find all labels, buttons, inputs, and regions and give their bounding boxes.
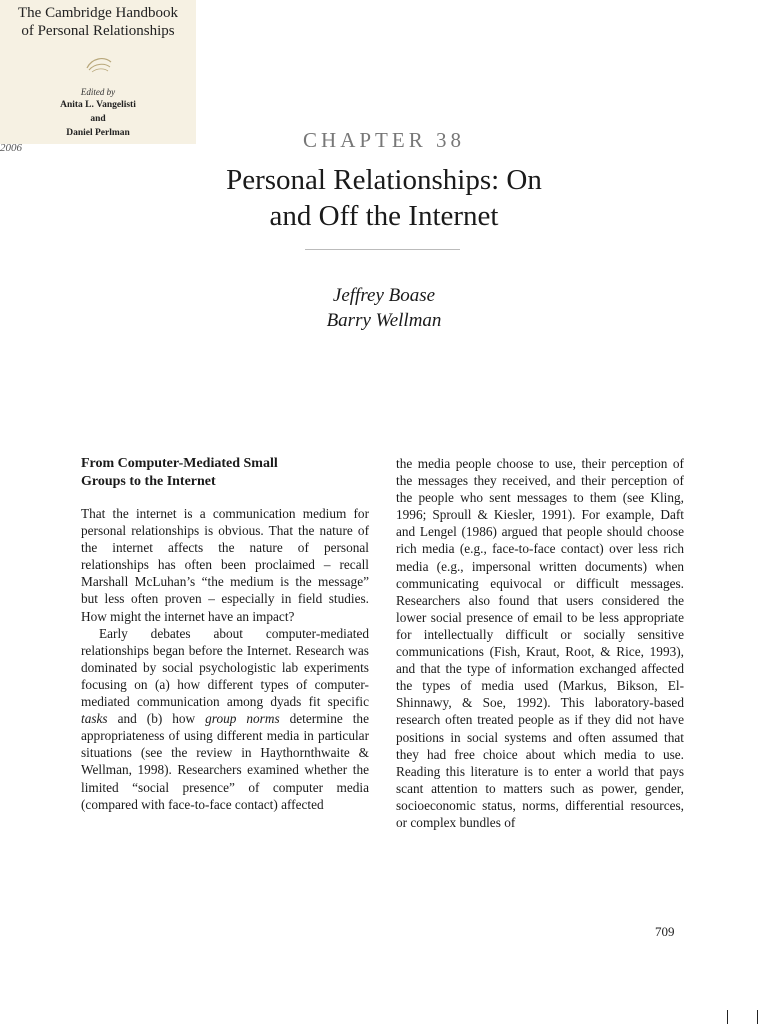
cover-title-line2: of Personal Relationships (21, 23, 175, 39)
emphasis-tasks: tasks (81, 711, 108, 727)
paragraph-2 (81, 625, 369, 813)
chapter-title-line2: and Off the Internet (269, 200, 499, 232)
title-divider (305, 249, 460, 250)
paragraph-1: That the internet is a communication medium for personal relationships is obvious. That the nature of the internet affects the nature of personal relationships has often been proclaimed – recall Marshall McLuhan’s “the medium is the message” but less often proven – especially in field studies. How might the internet have an impact? (81, 506, 369, 624)
authors (0, 283, 768, 333)
author-2: Barry Wellman (326, 310, 442, 331)
cover-title (0, 0, 196, 40)
paragraph-2-part-b: and (b) how (107, 711, 206, 727)
author-1: Jeffrey Boase (332, 285, 436, 306)
section-heading-line2: Groups to the Internet (81, 474, 216, 489)
swirl-ornament-icon (84, 54, 114, 76)
cover-editor-1: Anita L. Vangelisti (60, 100, 136, 110)
chapter-title-line1: Personal Relationships: On (226, 164, 542, 196)
book-cover-thumbnail (0, 0, 196, 144)
cover-edited-by: Edited by (80, 87, 116, 97)
paragraph-2-part-c: determine the appropriateness of using different media in particular situations (see the review in Haythornthwaite & Wellman, 1998). Researchers examined whether the limited “social presence” of computer media (compared with face-to-face contact) affected (81, 711, 369, 812)
cover-year: 2006 (0, 142, 22, 154)
cover-and: and (90, 114, 106, 124)
cover-title-line1: The Cambridge Handbook (18, 5, 178, 21)
paragraph-3: the media people choose to use, their perception of the messages they received, and their perception of the people who sent messages to them (see Kling, 1996; Sproull & Kiesler, 1991). For example, Daft and Lengel (1986) argued that people should choose rich media (e.g., face-to-face contact) over less rich media (e.g., impersonal written documents) when communicating equivocal or difficult messages. Researchers also found that users considered the lower social presence of email to be less appropriate for intellectually difficult or socially sensitive communications (Fish, Kraut, Root, & Rice, 1993), and that the type of information exchanged affected the types of media used (Markus, Bikson, El-Shinnawy, & Soe, 1992). This laboratory-based research often treated people as if they did not have positions in social systems and often assumed that they had free choice about which media to use. Reading this literature is to enter a world that pays scant attention to matters such as power, gender, socioeconomic status, norms, differential resources, or complex bundles of (396, 456, 684, 830)
chapter-title (0, 162, 768, 234)
section-heading-line1: From Computer-Mediated Small (81, 456, 278, 471)
edge-mark (757, 1010, 758, 1024)
page-number: 709 (655, 924, 675, 939)
left-text-column (81, 455, 369, 813)
cover-editor-2: Daniel Perlman (66, 128, 130, 138)
edge-mark (727, 1010, 728, 1024)
chapter-label: CHAPTER 38 (303, 128, 465, 152)
paragraph-2-part-a: Early debates about computer-mediated relationships began before the Internet. Research was dominated by social psychologistic lab experiments focusing on (a) how different types of computer-mediated communication among dyads fit specific (81, 625, 369, 710)
emphasis-group-norms: group norms (205, 711, 280, 727)
section-heading (81, 455, 369, 491)
right-text-column (396, 455, 684, 831)
